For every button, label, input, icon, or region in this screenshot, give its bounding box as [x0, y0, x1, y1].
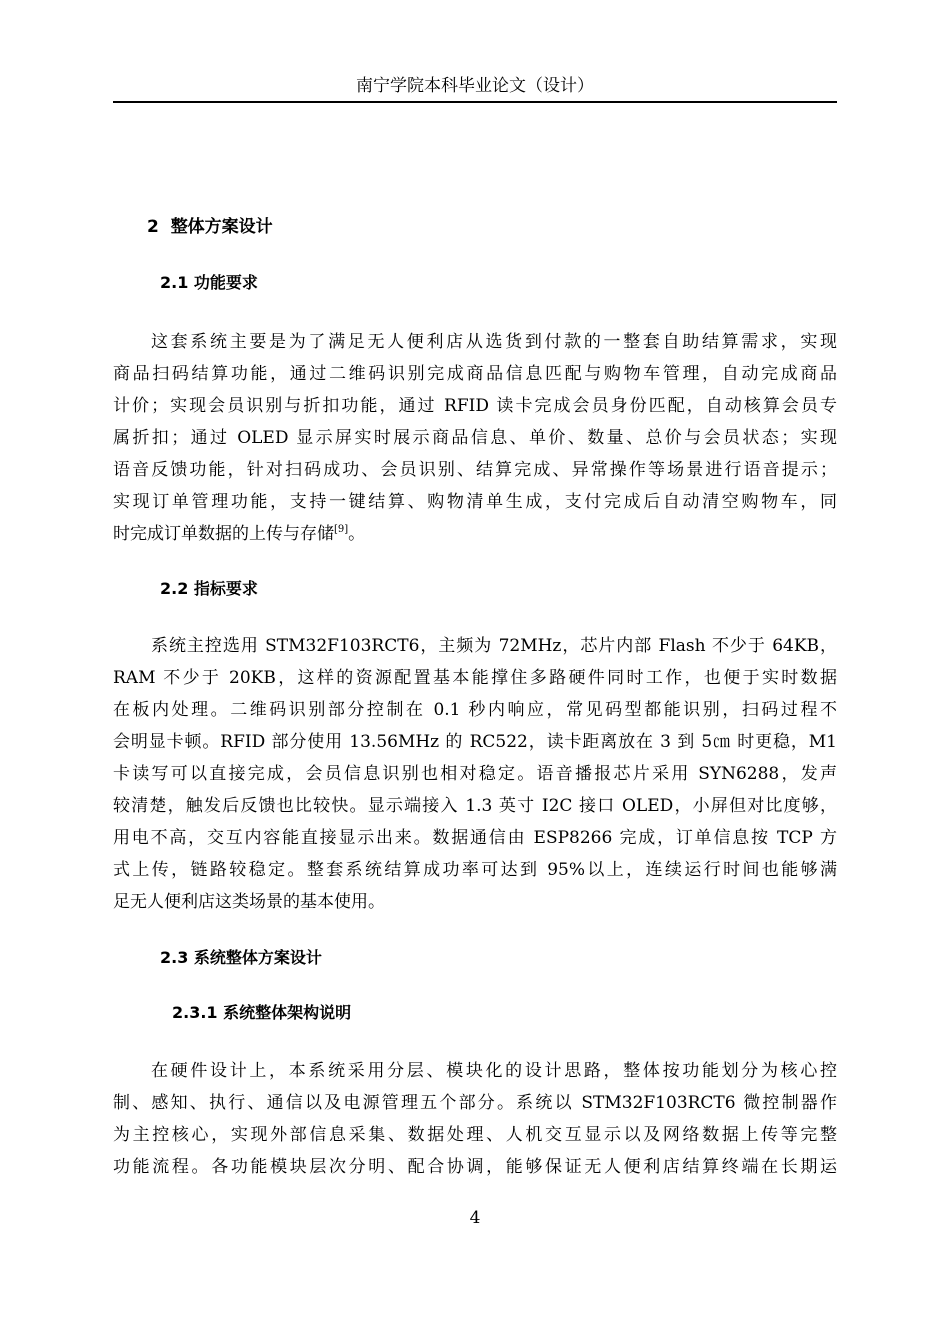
paragraph-function-requirements [113, 326, 837, 550]
text-line: 式上传，链路较稳定。整套系统结算成功率可达到 95%以上，连续运行时间也能够满 [113, 860, 837, 880]
text-line: 属折扣；通过 OLED 显示屏实时展示商品信息、单价、数量、总价与会员状态；实现 [113, 428, 837, 448]
section-title: 整体方案设计 [170, 217, 273, 237]
text-line: 足无人便利店这类场景的基本使用。 [113, 892, 385, 912]
text-line-last [113, 518, 837, 550]
text-line: RAM 不少于 20KB，这样的资源配置基本能撑住多路硬件同时工作，也便于实时数据 [113, 668, 837, 688]
paragraph-spec-requirements [113, 630, 837, 918]
section-heading [147, 215, 273, 239]
paragraph-architecture [113, 1055, 837, 1183]
text-line: 计价；实现会员识别与折扣功能，通过 RFID 读卡完成会员身份匹配，自动核算会员专 [113, 396, 837, 416]
text-line: 商品扫码结算功能，通过二维码识别完成商品信息匹配与购物车管理，自动完成商品 [113, 364, 837, 384]
heading-2-3-1: 2.3.1 系统整体架构说明 [172, 1003, 352, 1022]
text-line: 会明显卡顿。RFID 部分使用 13.56MHz 的 RC522，读卡距离放在 3 到 5㎝ 时更稳，M1 [113, 732, 837, 752]
heading-2-1: 2.1 功能要求 [160, 273, 258, 292]
text-line-content: 时完成订单数据的上传与存储 [113, 524, 334, 544]
text-line: 语音反馈功能，针对扫码成功、会员识别、结算完成、异常操作等场景进行语音提示； [113, 460, 837, 480]
text-line: 制、感知、执行、通信以及电源管理五个部分。系统以 STM32F103RCT6 微控制器作 [113, 1093, 837, 1113]
text-line: 较清楚，触发后反馈也比较快。显示端接入 1.3 英寸 I2C 接口 OLED，小屏但对比度够， [113, 796, 837, 816]
page-header: 南宁学院本科毕业论文（设计） [356, 76, 594, 96]
section-number: 2 [147, 217, 159, 237]
text-line: 这套系统主要是为了满足无人便利店从选货到付款的一整套自助结算需求，实现 [151, 332, 837, 352]
page-number: 4 [469, 1208, 481, 1228]
text-line: 系统主控选用 STM32F103RCT6，主频为 72MHz，芯片内部 Flash 不少于 64KB， [151, 636, 837, 656]
text-line-end: 。 [348, 524, 366, 544]
text-line: 实现订单管理功能，支持一键结算、购物清单生成，支付完成后自动清空购物车，同 [113, 492, 837, 512]
text-line: 在板内处理。二维码识别部分控制在 0.1 秒内响应，常见码型都能识别，扫码过程不 [113, 700, 837, 720]
text-line: 在硬件设计上，本系统采用分层、模块化的设计思路，整体按功能划分为核心控 [151, 1061, 837, 1081]
heading-2-3: 2.3 系统整体方案设计 [160, 948, 322, 967]
heading-2-2: 2.2 指标要求 [160, 579, 258, 598]
citation-reference: [9] [334, 524, 349, 535]
text-line: 卡读写可以直接完成，会员信息识别也相对稳定。语音播报芯片采用 SYN6288，发声 [113, 764, 837, 784]
header-rule [113, 101, 837, 103]
text-line: 功能流程。各功能模块层次分明、配合协调，能够保证无人便利店结算终端在长期运 [113, 1157, 837, 1177]
text-line: 用电不高，交互内容能直接显示出来。数据通信由 ESP8266 完成，订单信息按 TCP 方 [113, 828, 837, 848]
text-line: 为主控核心，实现外部信息采集、数据处理、人机交互显示以及网络数据上传等完整 [113, 1125, 837, 1145]
